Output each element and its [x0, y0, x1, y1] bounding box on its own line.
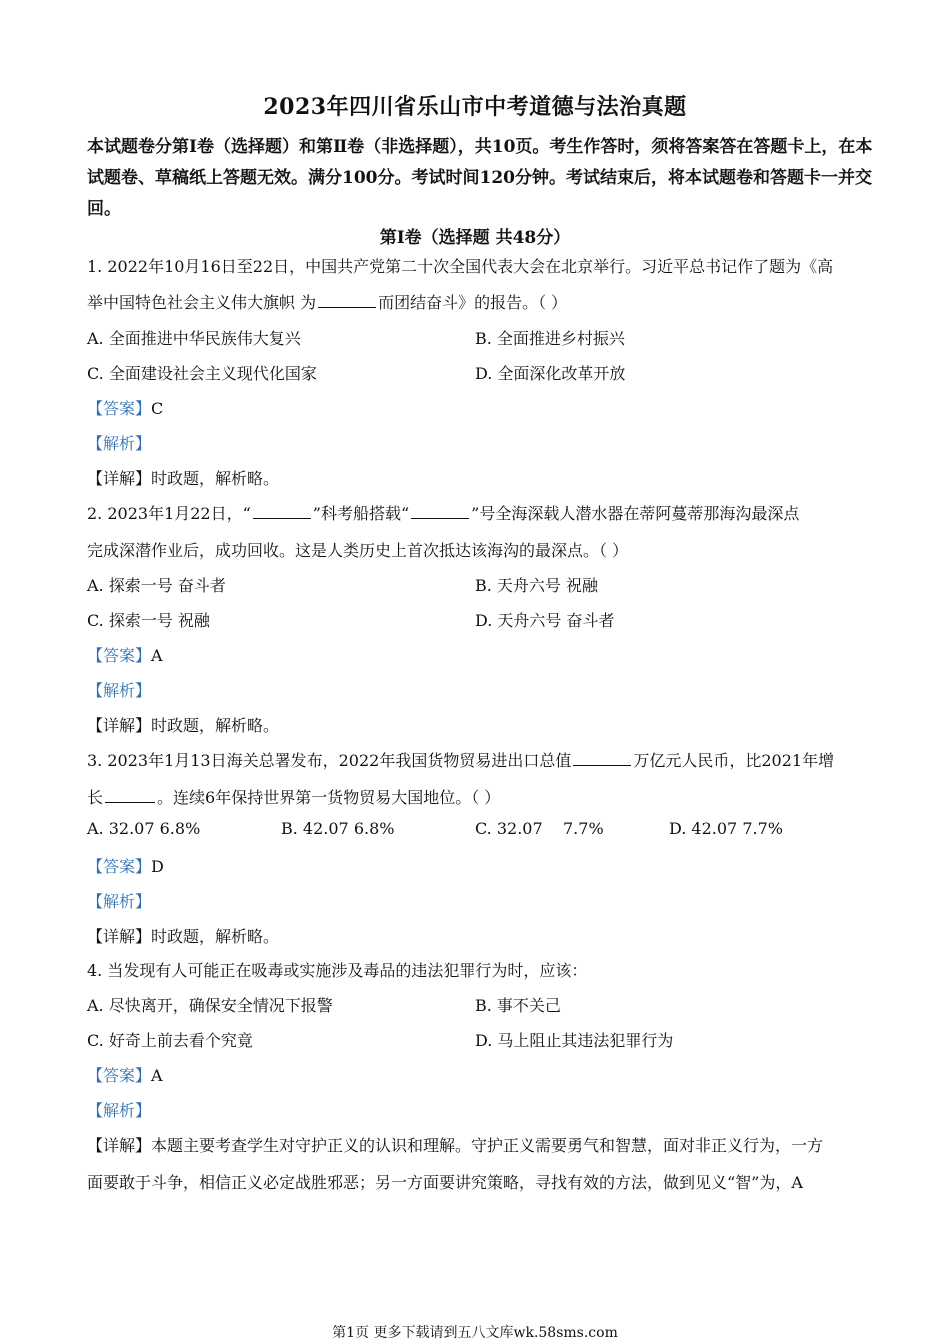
question-4-option-c: C. 好奇上前去看个究竟 [87, 1031, 253, 1050]
question-4-stem: 4. 当发现有人可能正在吸毒或实施涉及毒品的违法犯罪行为时，应该： [87, 961, 588, 980]
answer-value: C [151, 399, 164, 418]
answer-blank [411, 504, 469, 519]
question-3-option-a: A. 32.07 6.8% [87, 819, 201, 838]
question-4-option-b: B. 事不关己 [475, 996, 561, 1015]
answer-value: A [151, 646, 163, 665]
question-1-option-a: A. 全面推进中华民族伟大复兴 [87, 329, 301, 348]
answer-blank [253, 504, 311, 519]
question-1-answer [87, 396, 877, 419]
detail-text: 时政题，解析略。 [151, 927, 280, 946]
question-4-option-d: D. 马上阻止其违法犯罪行为 [475, 1031, 674, 1050]
question-2-stem-line-1 [87, 501, 877, 524]
question-1-option-b: B. 全面推进乡村振兴 [475, 329, 625, 348]
detail-label: 【详解】 [87, 469, 152, 488]
question-3-answer [87, 854, 877, 877]
analysis-label: 【解析】 [87, 892, 152, 911]
question-1-stem-line-2 [87, 290, 877, 313]
question-3-stem-part-d: 。连续6年保持世界第一货物贸易大国地位。（ ） [157, 788, 501, 807]
question-1-detail [87, 466, 877, 489]
question-3-stem-part-a: 3. 2023年1月13日海关总署发布，2022年我国货物贸易进出口总值 [87, 751, 572, 770]
question-2-option-c: C. 探索一号 祝融 [87, 611, 210, 630]
detail-label: 【详解】 [87, 927, 152, 946]
page-title: 2023年四川省乐山市中考道德与法治真题 [263, 94, 687, 120]
question-3-stem-line-1 [87, 748, 877, 771]
answer-label: 【答案】 [87, 1066, 152, 1085]
answer-label: 【答案】 [87, 646, 152, 665]
answer-blank [318, 293, 376, 308]
question-1-stem-part-b: 而团结奋斗》的报告。（ ） [378, 293, 568, 312]
section-title: 第Ⅰ卷（选择题 共48分） [379, 228, 571, 248]
question-2-stem-line-2: 完成深潜作业后，成功回收。这是人类历史上首次抵达该海沟的最深点。（ ） [87, 541, 629, 560]
question-2-stem-part-a: 2. 2023年1月22日，“ [87, 504, 251, 523]
question-4-answer [87, 1063, 877, 1086]
question-1-option-d: D. 全面深化改革开放 [475, 364, 626, 383]
exam-instructions: 本试题卷分第Ⅰ卷（选择题）和第Ⅱ卷（非选择题），共10页。考生作答时，须将答案答在答题卡上，在本试题卷、草稿纸上答题无效。满分100分。考试时间120分钟。考试结束后，将本试题卷和答题卡一并交回。 [87, 137, 873, 219]
question-3-option-b: B. 42.07 6.8% [281, 819, 395, 838]
answer-value: A [151, 1066, 163, 1085]
question-2-option-a: A. 探索一号 奋斗者 [87, 576, 226, 595]
question-1-stem-part-a: 举中国特色社会主义伟大旗帜 为 [87, 293, 317, 312]
question-3-stem-part-c: 长 [87, 788, 104, 807]
answer-label: 【答案】 [87, 857, 152, 876]
analysis-label: 【解析】 [87, 434, 152, 453]
question-3-analysis [87, 889, 877, 912]
question-2-analysis [87, 678, 877, 701]
question-1-analysis [87, 431, 877, 454]
question-1-option-c: C. 全面建设社会主义现代化国家 [87, 364, 317, 383]
page-footer: 第1页 更多下载请到五八文库wk.58sms.com [332, 1325, 618, 1341]
question-1-stem-line-1: 1. 2022年10月16日至22日，中国共产党第二十次全国代表大会在北京举行。习近平总书记作了题为《高 [87, 257, 834, 276]
question-2-detail [87, 713, 877, 736]
answer-value: D [151, 857, 164, 876]
detail-label: 【详解】 [87, 716, 152, 735]
question-4-detail-line-2: 面要敢于斗争，相信正义必定战胜邪恶；另一方面要讲究策略，寻找有效的方法，做到见义“智”为，A [87, 1173, 803, 1192]
question-3-stem-part-b: 万亿元人民币，比2021年增 [633, 751, 835, 770]
question-3-option-c: C. 32.07 7.7% [475, 819, 604, 838]
answer-label: 【答案】 [87, 399, 152, 418]
question-4-detail-line-1 [87, 1133, 877, 1156]
question-2-option-b: B. 天舟六号 祝融 [475, 576, 599, 595]
answer-blank [105, 788, 155, 803]
analysis-label: 【解析】 [87, 1101, 152, 1120]
question-3-detail [87, 924, 877, 947]
detail-label: 【详解】 [87, 1136, 152, 1155]
question-2-stem-part-b: ”科考船搭载“ [312, 504, 410, 523]
question-3-option-d: D. 42.07 7.7% [669, 819, 783, 838]
analysis-label: 【解析】 [87, 681, 152, 700]
answer-blank [573, 751, 631, 766]
detail-text: 本题主要考查学生对守护正义的认识和理解。守护正义需要勇气和智慧，面对非正义行为，一方 [151, 1136, 824, 1155]
question-2-option-d: D. 天舟六号 奋斗者 [475, 611, 615, 630]
question-3-stem-line-2 [87, 785, 877, 808]
question-2-answer [87, 643, 877, 666]
detail-text: 时政题，解析略。 [151, 469, 280, 488]
detail-text: 时政题，解析略。 [151, 716, 280, 735]
question-4-analysis [87, 1098, 877, 1121]
question-4-option-a: A. 尽快离开，确保安全情况下报警 [87, 996, 333, 1015]
question-2-stem-part-c: ”号全海深载人潜水器在蒂阿蔓蒂那海沟最深点 [471, 504, 800, 523]
